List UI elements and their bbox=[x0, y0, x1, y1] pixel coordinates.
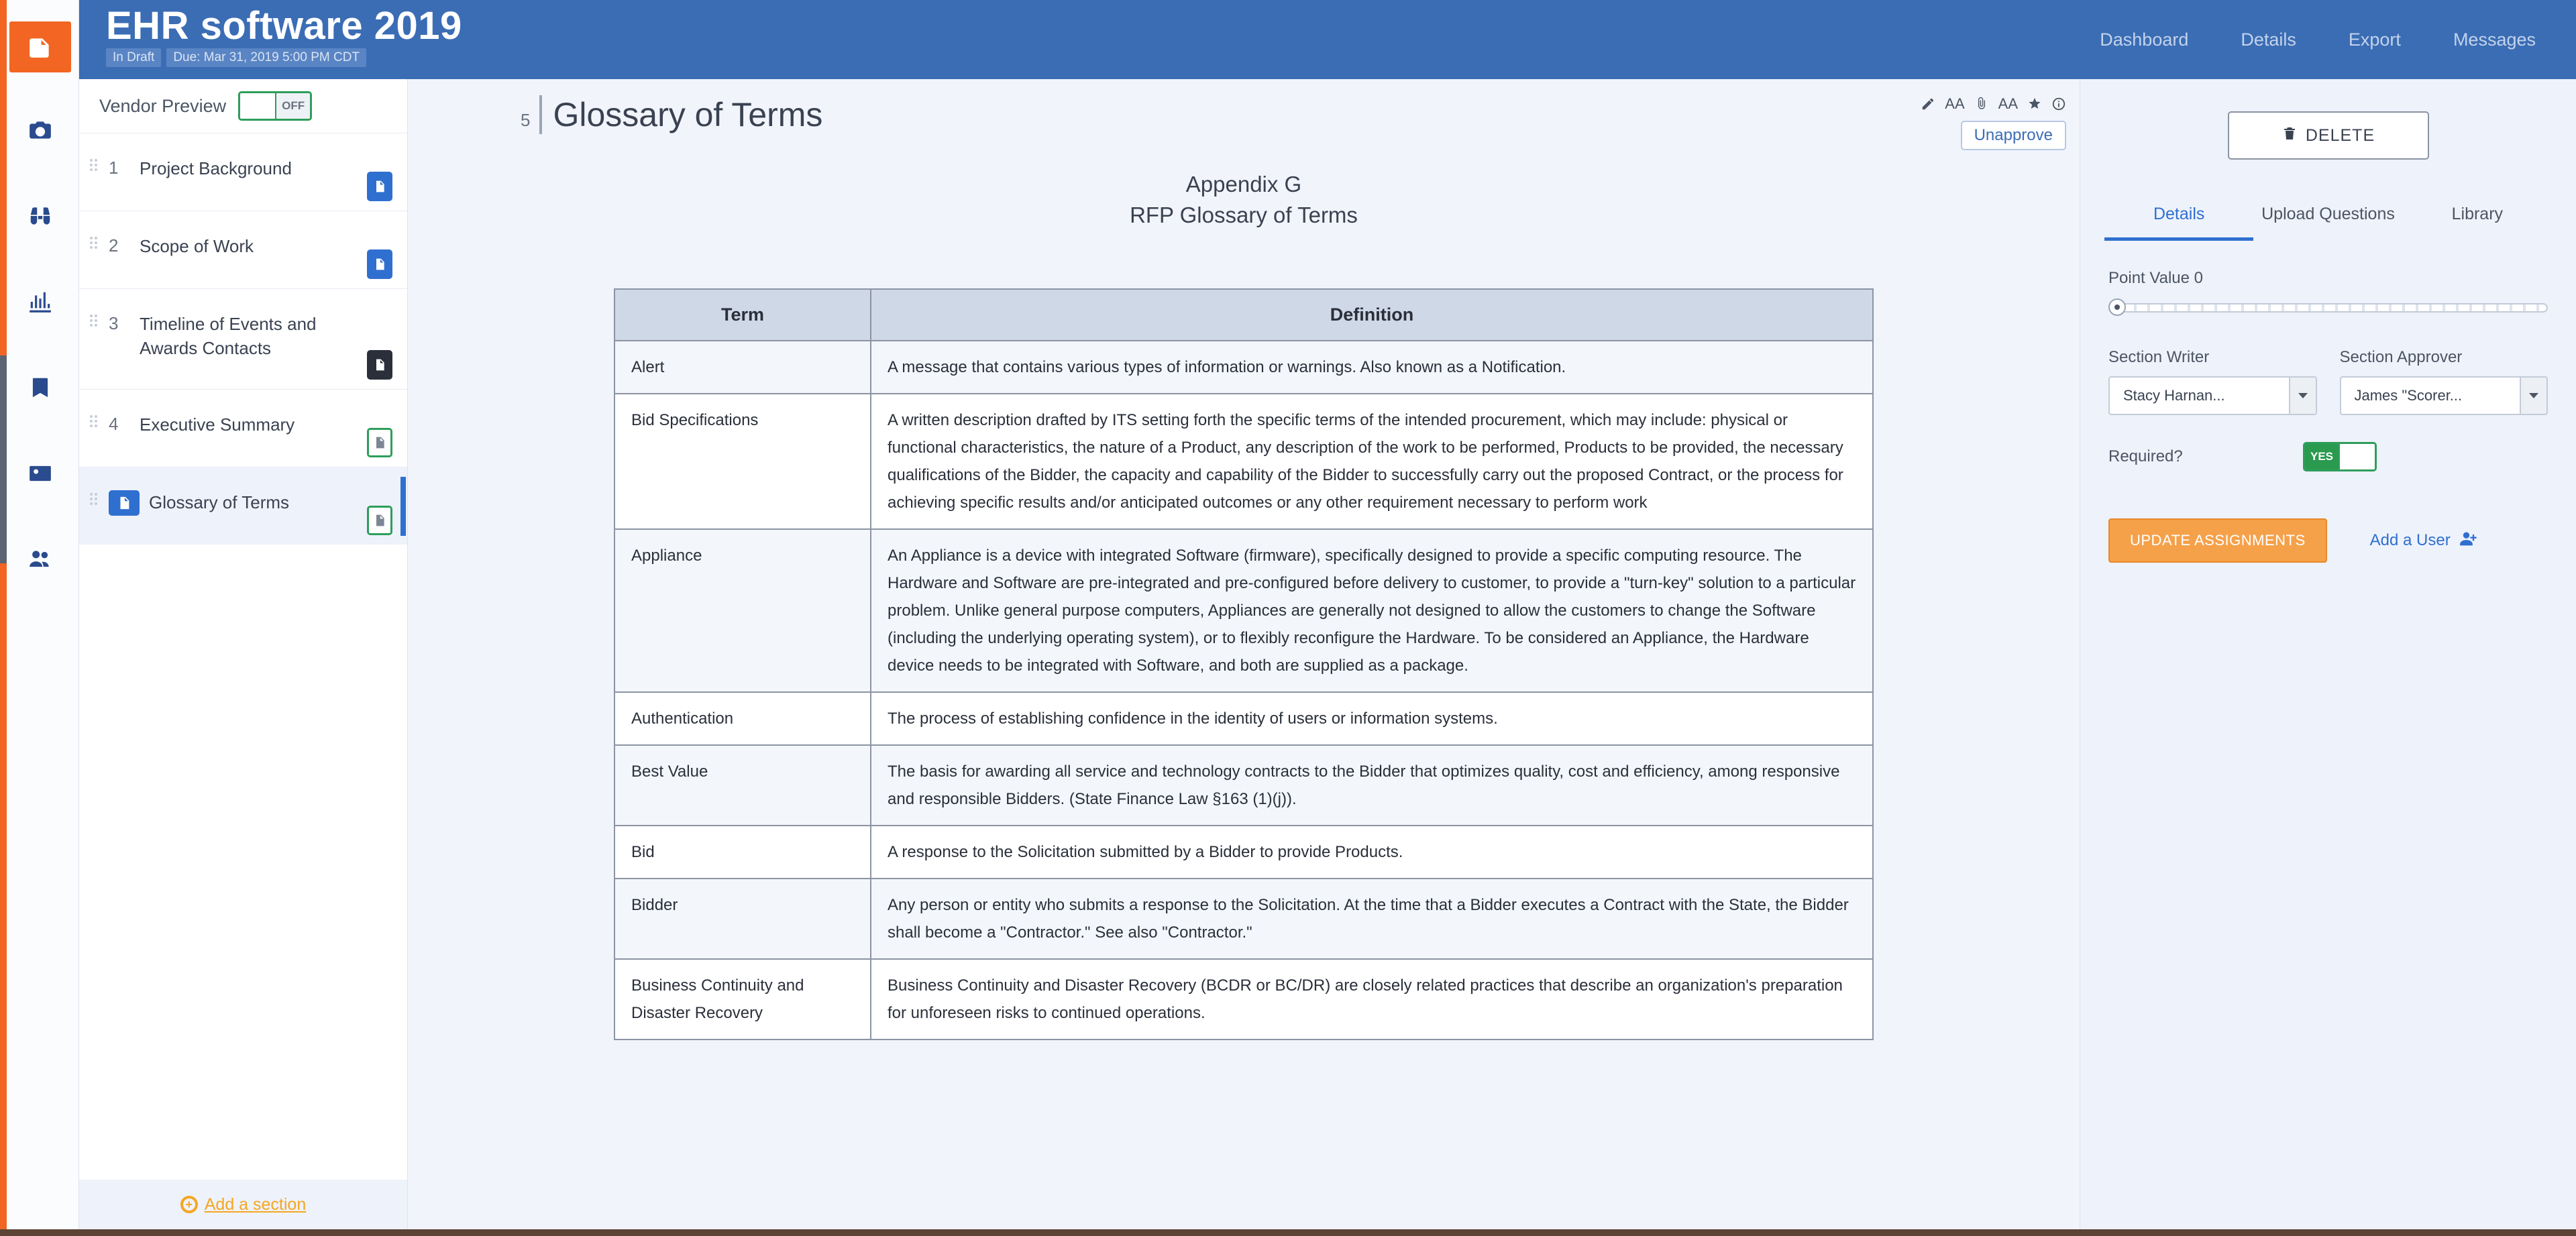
section-status-badge-blue[interactable] bbox=[367, 172, 392, 201]
table-header-row bbox=[614, 289, 1873, 341]
icon-rail bbox=[0, 0, 79, 1229]
table-row bbox=[614, 879, 1873, 959]
add-section-button[interactable] bbox=[79, 1180, 407, 1229]
sidebar-item-glossary-of-terms[interactable] bbox=[79, 467, 407, 545]
header-nav bbox=[2100, 30, 2536, 50]
update-assignments-button[interactable]: UPDATE ASSIGNMENTS bbox=[2108, 518, 2327, 563]
info-icon[interactable] bbox=[2051, 97, 2066, 111]
toggle-knob bbox=[2339, 444, 2375, 469]
nav-link-details[interactable]: Details bbox=[2241, 30, 2296, 50]
page-title: EHR software 2019 bbox=[106, 4, 462, 48]
flag-icon[interactable] bbox=[2027, 97, 2042, 111]
tab-details[interactable]: Details bbox=[2104, 203, 2253, 241]
camera-icon[interactable] bbox=[15, 105, 66, 156]
table-row bbox=[614, 692, 1873, 745]
definition-cell: A response to the Solicitation submitted by a Bidder to provide Products. bbox=[871, 826, 1873, 879]
section-approver-select[interactable] bbox=[2340, 376, 2548, 415]
sidebar-item-timeline-of-events[interactable] bbox=[79, 288, 407, 389]
panel-actions bbox=[2108, 518, 2548, 563]
point-value-slider[interactable] bbox=[2108, 298, 2548, 316]
toolbar-icons bbox=[1921, 95, 2066, 113]
definition-cell: An Appliance is a device with integrated Software (firmware), specifically designed to provide a specific computing resource. The Hardware and Software are pre-integrated and pre-configured before delivery to customer, to provide a "turn-key" solution to a particular problem. Unlike general purpose computers, Appliances are generally not designed to allow the customers to change the Software (including the underlying operating system), or to flexibly reconfigure the Hardware. To be considered an Appliance, the Hardware device needs to be integrated with Software, and both are supplied as a package. bbox=[871, 529, 1873, 692]
term-cell: Business Continuity and Disaster Recovery bbox=[614, 959, 871, 1040]
add-section-label: Add a section bbox=[204, 1194, 307, 1214]
required-toggle-state: YES bbox=[2305, 444, 2339, 469]
section-number: 1 bbox=[109, 158, 119, 178]
rail-accent-bar bbox=[0, 0, 7, 1229]
due-date-badge: Due: Mar 31, 2019 5:00 PM CDT bbox=[166, 48, 366, 67]
delete-label: DELETE bbox=[2305, 125, 2375, 145]
tab-library[interactable]: Library bbox=[2451, 205, 2504, 223]
section-status-badge-blue[interactable] bbox=[367, 249, 392, 279]
rail-accent-bar-dark bbox=[0, 355, 7, 563]
document-title-row bbox=[521, 95, 822, 134]
slider-handle[interactable] bbox=[2108, 298, 2126, 316]
definition-cell: A message that contains various types of information or warnings. Also known as a Notification. bbox=[871, 341, 1873, 394]
project-meta bbox=[106, 48, 462, 67]
documents-icon[interactable] bbox=[9, 21, 71, 72]
panel-body bbox=[2080, 241, 2576, 563]
chevron-down-icon[interactable] bbox=[2520, 378, 2546, 414]
project-title-block bbox=[106, 5, 462, 67]
status-badge: In Draft bbox=[106, 48, 161, 67]
appendix-line-2: RFP Glossary of Terms bbox=[1130, 203, 1358, 227]
section-status-badge-green[interactable] bbox=[367, 506, 392, 535]
term-cell: Authentication bbox=[614, 692, 871, 745]
required-label: Required? bbox=[2108, 447, 2183, 465]
definition-cell: A written description drafted by ITS setting forth the specific terms of the intended procurement, which may include: physical or functional characteristics, the nature of a Product, any description of the work to be performed, Products to be provided, the necessary qualifications of the Bidder, the capacity and capability of the Bidder to successfully carry out the proposed Contract, or the process for achieving specific results and/or anticipated outcomes or any other requirement necessary to perform work bbox=[871, 394, 1873, 529]
drag-handle-icon[interactable] bbox=[90, 415, 97, 438]
term-cell: Bid Specifications bbox=[614, 394, 871, 529]
vendor-preview-toggle-state: OFF bbox=[276, 93, 310, 119]
section-label: Scope of Work bbox=[140, 236, 254, 256]
details-panel bbox=[2080, 79, 2576, 1229]
plus-icon: + bbox=[180, 1196, 198, 1213]
assignment-fields bbox=[2108, 348, 2548, 415]
section-status-badge-green[interactable] bbox=[367, 428, 392, 457]
document-section-number: 5 bbox=[521, 110, 531, 130]
section-label: Project Background bbox=[140, 158, 292, 178]
binoculars-icon[interactable] bbox=[15, 190, 66, 241]
required-row bbox=[2108, 442, 2548, 471]
section-writer-select[interactable] bbox=[2108, 376, 2317, 415]
trash-icon bbox=[2282, 125, 2298, 147]
drag-handle-icon[interactable] bbox=[90, 159, 97, 182]
glossary-table bbox=[614, 288, 1874, 1040]
definition-cell: The basis for awarding all service and technology contracts to the Bidder that optimizes quality, cost and efficiency, among responsive and responsible Bidders. (State Finance Law §163 (1)(j)). bbox=[871, 745, 1873, 826]
appendix-heading bbox=[408, 169, 2080, 231]
attachment-icon[interactable] bbox=[1974, 97, 1989, 111]
required-toggle[interactable] bbox=[2303, 442, 2377, 471]
table-row bbox=[614, 745, 1873, 826]
section-status-badge-dark[interactable] bbox=[367, 350, 392, 380]
table-row bbox=[614, 341, 1873, 394]
comment-icon[interactable]: AA bbox=[1945, 95, 1965, 112]
chart-icon[interactable] bbox=[15, 276, 66, 327]
section-approver-label: Section Approver bbox=[2339, 348, 2463, 366]
vendor-preview-label: Vendor Preview bbox=[99, 95, 227, 116]
section-writer-value: Stacy Harnan... bbox=[2123, 387, 2225, 404]
sidebar-item-scope-of-work[interactable] bbox=[79, 211, 407, 288]
nav-link-export[interactable]: Export bbox=[2348, 30, 2401, 50]
appendix-line-1: Appendix G bbox=[1185, 172, 1302, 196]
vendor-preview-row bbox=[79, 79, 407, 133]
definition-cell: The process of establishing confidence in the identity of users or information systems. bbox=[871, 692, 1873, 745]
vendor-preview-toggle[interactable] bbox=[238, 91, 312, 121]
section-number: 3 bbox=[109, 313, 119, 333]
drag-handle-icon[interactable] bbox=[90, 237, 97, 260]
section-approver-field bbox=[2340, 348, 2548, 415]
tab-upload-questions[interactable]: Upload Questions bbox=[2261, 205, 2395, 223]
toggle-knob bbox=[240, 93, 276, 119]
term-cell: Alert bbox=[614, 341, 871, 394]
term-cell: Bidder bbox=[614, 879, 871, 959]
drag-handle-icon[interactable] bbox=[90, 493, 97, 516]
document-title[interactable]: Glossary of Terms bbox=[539, 95, 822, 134]
section-approver-value: James "Scorer... bbox=[2354, 387, 2463, 404]
section-label: Glossary of Terms bbox=[149, 492, 290, 512]
section-number: 2 bbox=[109, 235, 119, 256]
selected-indicator bbox=[400, 477, 406, 536]
document-header bbox=[408, 79, 2080, 165]
document-toolbar bbox=[1921, 95, 2066, 150]
table-row bbox=[614, 529, 1873, 692]
user-plus-icon bbox=[2459, 530, 2479, 552]
sections-panel bbox=[79, 79, 408, 1229]
panel-tabs bbox=[2080, 203, 2576, 241]
point-value-label: Point Value 0 bbox=[2108, 269, 2203, 287]
definition-cell: Business Continuity and Disaster Recovery (BCDR or BC/DR) are closely related practices that describe an organization's preparation for unforeseen risks to continued operations. bbox=[871, 959, 1873, 1040]
nav-link-messages[interactable]: Messages bbox=[2453, 30, 2536, 50]
section-writer-label: Section Writer bbox=[2108, 348, 2210, 366]
definition-cell: Any person or entity who submits a response to the Solicitation. At the time that a Bidder executes a Contract with the State, the Bidder shall become a "Contractor." See also "Contractor." bbox=[871, 879, 1873, 959]
term-cell: Bid bbox=[614, 826, 871, 879]
section-number: 4 bbox=[109, 414, 119, 434]
section-active-icon bbox=[109, 490, 140, 516]
sidebar-item-project-background[interactable] bbox=[79, 133, 407, 211]
column-header-definition: Definition bbox=[871, 289, 1873, 341]
unapprove-button[interactable]: Unapprove bbox=[1961, 121, 2066, 150]
add-user-link[interactable] bbox=[2370, 530, 2479, 552]
comment-count-icon[interactable]: AA bbox=[1998, 95, 2018, 112]
app-header bbox=[79, 0, 2576, 79]
chevron-down-icon[interactable] bbox=[2289, 378, 2316, 414]
table-row bbox=[614, 826, 1873, 879]
delete-button[interactable] bbox=[2228, 111, 2429, 160]
column-header-term: Term bbox=[614, 289, 871, 341]
table-row bbox=[614, 394, 1873, 529]
drag-handle-icon[interactable] bbox=[90, 315, 97, 337]
pencil-icon[interactable] bbox=[1921, 97, 1935, 111]
section-label: Executive Summary bbox=[140, 414, 295, 435]
document-area bbox=[408, 79, 2080, 1229]
sidebar-item-executive-summary[interactable] bbox=[79, 389, 407, 467]
users-icon[interactable] bbox=[15, 534, 66, 585]
nav-link-dashboard[interactable]: Dashboard bbox=[2100, 30, 2189, 50]
add-user-label: Add a User bbox=[2369, 531, 2451, 549]
bookmark-icon[interactable] bbox=[15, 362, 66, 413]
term-cell: Appliance bbox=[614, 529, 871, 692]
id-card-icon[interactable] bbox=[15, 448, 66, 499]
section-label: Timeline of Events and Awards Contacts bbox=[140, 314, 317, 358]
table-row bbox=[614, 959, 1873, 1040]
term-cell: Best Value bbox=[614, 745, 871, 826]
section-writer-field bbox=[2108, 348, 2317, 415]
slider-track bbox=[2108, 303, 2548, 313]
